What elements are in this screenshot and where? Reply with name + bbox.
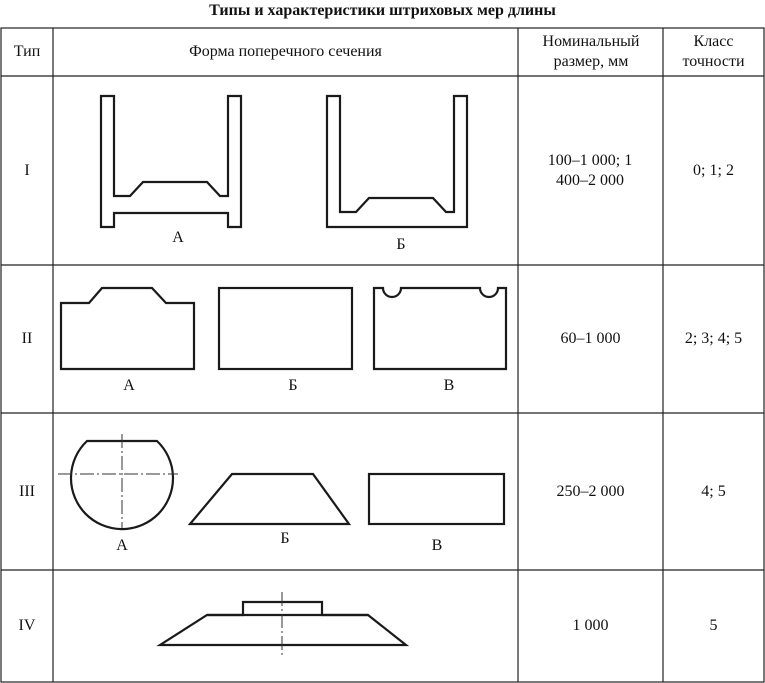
header-shape: Форма поперечного сечения: [189, 43, 382, 60]
label-3a: А: [116, 537, 128, 554]
profile-2b: [219, 288, 352, 369]
label-3c: В: [431, 537, 443, 554]
header-type: Тип: [13, 43, 41, 60]
profile-2a: [61, 288, 194, 369]
profile-1b: [327, 96, 467, 227]
profile-2c: [374, 288, 506, 369]
profile-3c: [369, 474, 504, 524]
row-4-size: 1 000: [572, 617, 609, 634]
profile-3b: [190, 474, 349, 524]
row-3-size: 250–2 000: [556, 482, 625, 500]
header-accuracy: Класс точности: [682, 33, 745, 70]
table-title: Типы и характеристики штриховых мер длины: [209, 2, 556, 19]
label-1a: А: [172, 229, 184, 246]
label-3b: Б: [280, 530, 290, 547]
header-size: Номинальный размер, мм: [542, 33, 640, 70]
row-2-accuracy: 2; 3; 4; 5: [684, 330, 743, 347]
row-1-accuracy: 0; 1; 2: [693, 161, 734, 179]
row-3-type: III: [19, 482, 35, 500]
label-2a: А: [123, 377, 135, 394]
profile-1a: [101, 96, 241, 227]
row-1-size: 100–1 000; 1 400–2 000: [547, 151, 633, 189]
row-2-type: II: [21, 330, 33, 347]
label-2c: В: [443, 377, 455, 394]
label-1b: Б: [396, 236, 406, 253]
row-4-accuracy: 5: [709, 617, 718, 634]
profile-4: [160, 602, 406, 645]
row-3-accuracy: 4; 5: [701, 482, 726, 500]
label-2b: Б: [288, 377, 298, 394]
row-4-type: IV: [18, 617, 36, 634]
row-2-size: 60–1 000: [560, 330, 621, 347]
row-1-type: I: [24, 161, 30, 179]
